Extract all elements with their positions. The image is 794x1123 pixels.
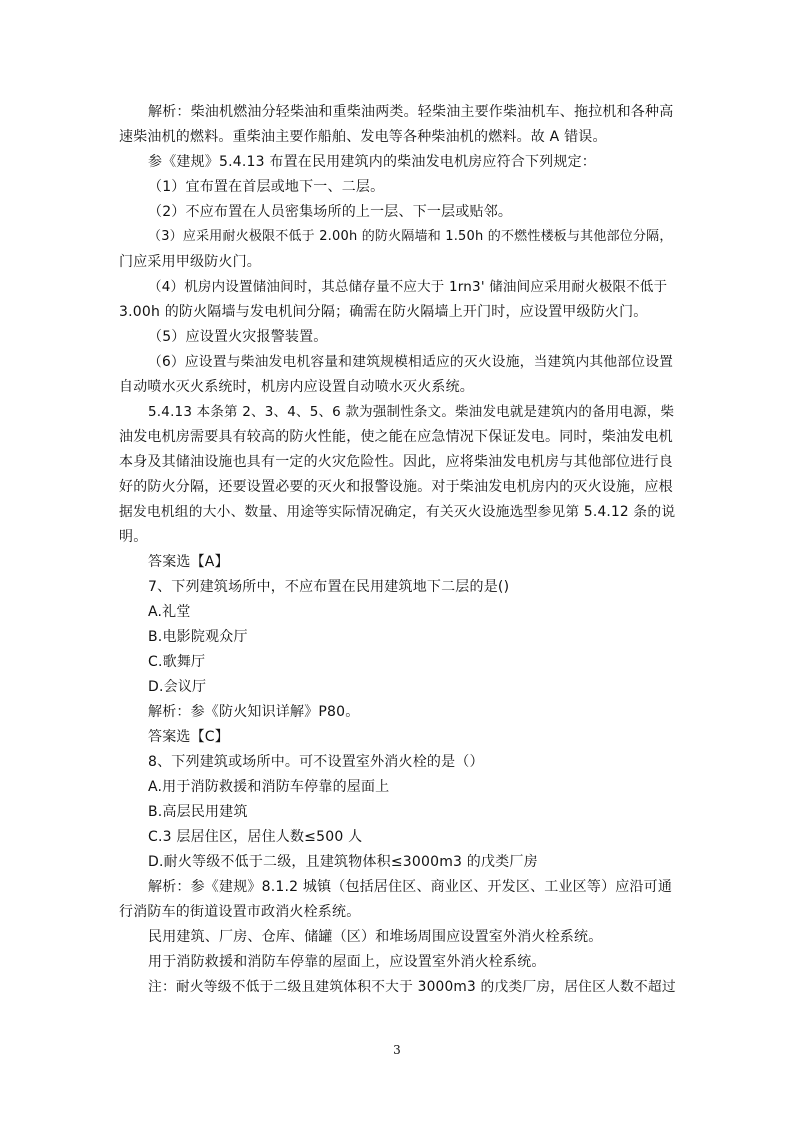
text-line: 解析：柴油机燃油分轻柴油和重柴油两类。轻柴油主要作柴油机车、拖拉机和各种高	[148, 104, 674, 120]
text-line: 解析：参《防火知识详解》P80。	[148, 704, 360, 720]
text-line: B.高层民用建筑	[148, 804, 248, 820]
text-line: （2）不应布置在人员密集场所的上一层、下一层或贴邻。	[148, 204, 513, 220]
text-line: （5）应设置火灾报警装置。	[148, 329, 328, 345]
text-line: （3）应采用耐火极限不低于 2.00h 的防火隔墙和 1.50h 的不燃性楼板与其他部位分隔，	[148, 229, 673, 244]
text-line: 用于消防救援和消防车停靠的屋面上，应设置室外消火栓系统。	[148, 954, 546, 970]
text-line: （6）应设置与柴油发电机容量和建筑规模相适应的灭火设施，当建筑内其他部位设置	[148, 354, 674, 370]
text-line: 民用建筑、厂房、仓库、储罐（区）和堆场周围应设置室外消火栓系统。	[148, 929, 603, 945]
text-line: （1）宜布置在首层或地下一、二层。	[148, 179, 385, 195]
text-line: D.会议厅	[148, 679, 207, 695]
text-line: C.歌舞厅	[148, 654, 206, 670]
text-line: 3.00h 的防火隔墙与发电机间分隔；确需在防火隔墙上开门时，应设置甲级防火门。	[119, 304, 648, 320]
text-line: 答案选【A】	[148, 554, 229, 570]
text-line: C.3 层居住区，居住人数≤500 人	[148, 829, 363, 845]
text-line: 本身及其储油设施也具有一定的火灾危险性。因此，应将柴油发电机房与其他部位进行良	[119, 454, 673, 470]
text-line: A.礼堂	[148, 604, 191, 620]
text-line: （4）机房内设置储油间时，其总储存量不应大于 1rn3' 储油间应采用耐火极限不低于	[148, 279, 668, 295]
text-line: 行消防车的街道设置市政消火栓系统。	[119, 904, 361, 920]
text-line: A.用于消防救援和消防车停靠的屋面上	[148, 779, 390, 795]
text-line: 答案选【C】	[148, 729, 229, 745]
text-line: 解析：参《建规》8.1.2 城镇（包括居住区、商业区、开发区、工业区等）应沿可通	[148, 879, 673, 895]
text-line: 门应采用甲级防火门。	[119, 254, 261, 270]
text-line: 8、下列建筑或场所中。可不设置室外消火栓的是（）	[148, 754, 484, 770]
text-line: B.电影院观众厅	[148, 629, 248, 645]
text-line: 据发电机组的大小、数量、用途等实际情况确定，有关灭火设施选型参见第 5.4.12 条的说	[119, 504, 676, 520]
text-line: 参《建规》5.4.13 布置在民用建筑内的柴油发电机房应符合下列规定：	[148, 154, 596, 170]
text-line: 油发电机房需要具有较高的防火性能，使之能在应急情况下保证发电。同时，柴油发电机	[119, 429, 673, 445]
text-line: D.耐火等级不低于二级，且建筑物体积≤3000m3 的戊类厂房	[148, 854, 538, 870]
text-line: 自动喷水灭火系统时，机房内应设置自动喷水灭火系统。	[119, 379, 474, 395]
text-line: 明。	[119, 529, 148, 545]
page-number: 3	[393, 1043, 401, 1057]
text-line: 5.4.13 本条第 2、3、4、5、6 款为强制性条文。柴油发电就是建筑内的备用电源，柴	[148, 404, 675, 420]
text-line: 速柴油机的燃料。重柴油主要作船舶、发电等各种柴油机的燃料。故 A 错误。	[119, 129, 607, 145]
text-line: 7、下列建筑场所中，不应布置在民用建筑地下二层的是()	[148, 579, 510, 595]
text-line: 注：耐火等级不低于二级且建筑体积不大于 3000m3 的戊类厂房，居住区人数不超过	[148, 979, 676, 995]
text-line: 好的防火分隔，还要设置必要的灭火和报警设施。对于柴油发电机房内的灭火设施，应根	[119, 479, 673, 495]
